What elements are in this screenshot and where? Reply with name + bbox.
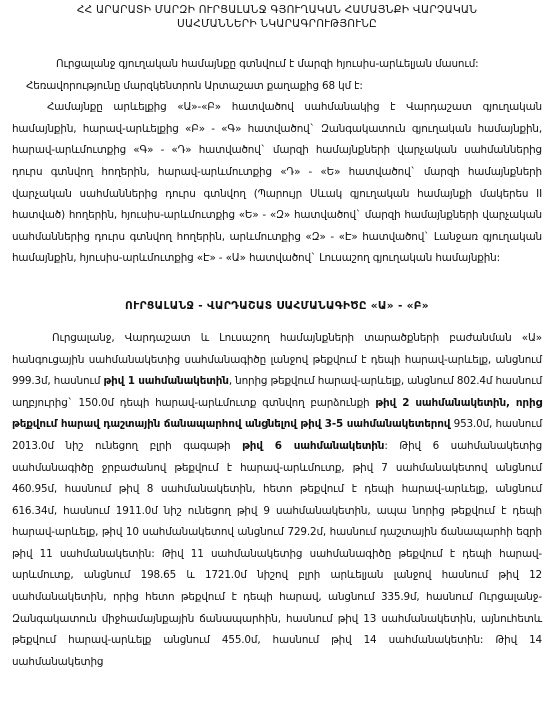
boundary-point-6: թիվ 6 սահմանակետին — [242, 439, 385, 452]
boundary-points-2-5: թիվ 2 սահմանակետին, որից թեքվում հարավ դաշտային ճանապարհով անցնելով թիվ 3-5 սահմանակետերով — [12, 396, 543, 431]
location-paragraph: Ուրցալանջ գյուղական համայնքը գտնվում է մարզի հյուսիս-արևելյան մասում: — [56, 58, 479, 70]
boundary-text-part-c: , նորից թեքվում հարավ-արևելք, անցնում 802.4մ հասնում աղբյուրից` 150.0մ դեպի հարավ-արևմուտք գտնվող բարձունքի — [12, 375, 543, 409]
boundary-text-part-a: Ուրցալանջ, Վարդաշատ և Լուսաշող համայնքների տարածքների բաժանման «Ա» հանգուցային սահմանակետից սահմանագիծը լանջով թեքվում է դեպի հարավ-արևելք, անցնում 999.3մ, հասնում — [12, 331, 542, 388]
section-heading: ՈՒՐՑԱԼԱՆՋ - ՎԱՐԴԱՇԱՏ ՍԱՀՄԱՆԱԳԻԾԸ «Ա» - «Բ» — [125, 299, 429, 312]
boundary-point-1: թիվ 1 սահմանակետին — [103, 375, 229, 388]
boundary-description-paragraph — [12, 328, 542, 674]
boundary-text-part-g: : Թիվ 6 սահմանակետից սահմանագիծը ջրբաժանով թեքվում է հարավ-արևմուտք, թիվ 7 սահմանակետով անցնում 460.95մ, հասնում թիվ 8 սահմանակետին, հետո թեքվում է դեպի հարավ-արևելք, անցնում 616.34մ, հասնում 1911.0մ նիշ ունեցող թիվ 9 սահմանակետին, ապա նորից թեքվում է դեպի հարավ-արևելք, թիվ 10 սահմանակետով անցնում 729.2մ, հասնում դաշտային ճանապարհի եզրի թիվ 11 սահմանակետին: Թիվ 11 սահմանակետից սահմանագիծը թեքվում է դեպի հարավ-արևմուտք, անցնում 198.65 և 1721.0մ նիշով բլրի արևելյան լանջով հասնում թիվ 12 սահմանակետին, որից հետո թեքվում է դեպի հարավ, անցնում 335.9մ, հասնում Ուրցալանջ-Զանգակատուն միջհամայնքային ճանապարհին, հասնում թիվ 13 սահմանակետին, այնուհետև թեքվում հարավ-արևելք անցնում 455.0մ, հասնում թիվ 14 սահմանակետին: Թիվ 14 սահմանակետից — [12, 439, 542, 668]
document-title-line-2: ՍԱՀՄԱՆՆԵՐԻ ՆԿԱՐԱԳՐՈՒԹՅՈՒՆԸ — [177, 17, 377, 30]
boundary-text-part-e: 953.0մ, հասնում 2013.0մ նիշ ունեցող բլրի գագաթի — [12, 418, 543, 452]
neighbors-paragraph: Համայնքը արևելքից «Ա»-«Բ» հատվածով սահմանակից է Վարդաշատ գյուղական համայնքին, հարավ-արևելքից «Բ» - «Գ» հատվածով` Զանգակատուն գյուղական համայնքին, հարավ-արևմուտքից «Գ» - «Դ» հատվածով` մարզի համայնքների վարչական սահմաններից դուրս գտնվող հողերին, հարավ-արևմուտքից «Դ» - «Ե» հատվածով` մարզի համայնքների վարչական սահմաններից դուրս գտնվող (Պարույր Սևակ գյուղական համայնքի մակերես II հատված) հողերին, հյուսիս-արևմուտքից «Ե» - «Զ» հատվածով` մարզի համայնքների վարչական սահմաններից դուրս գտնվող հողերին, արևմուտքից «Զ» - «Է» հատվածով` Լանջառ գյուղական համայնքին, հյուսիս-արևմուտքից «Է» - «Ա» հատվածով` Լուսաշող գյուղական համայնքին: — [12, 101, 542, 265]
document-title-line-1: ՀՀ ԱՐԱՐԱՏԻ ՄԱՐԶԻ ՈՒՐՑԱԼԱՆՋ ԳՅՈՒՂԱԿԱՆ ՀԱՄԱՅՆՔԻ ՎԱՐՉԱԿԱՆ — [76, 4, 478, 16]
distance-paragraph: Հեռավորությունը մարզկենտրոն Արտաշատ քաղաքից 68 կմ է: — [26, 79, 363, 92]
